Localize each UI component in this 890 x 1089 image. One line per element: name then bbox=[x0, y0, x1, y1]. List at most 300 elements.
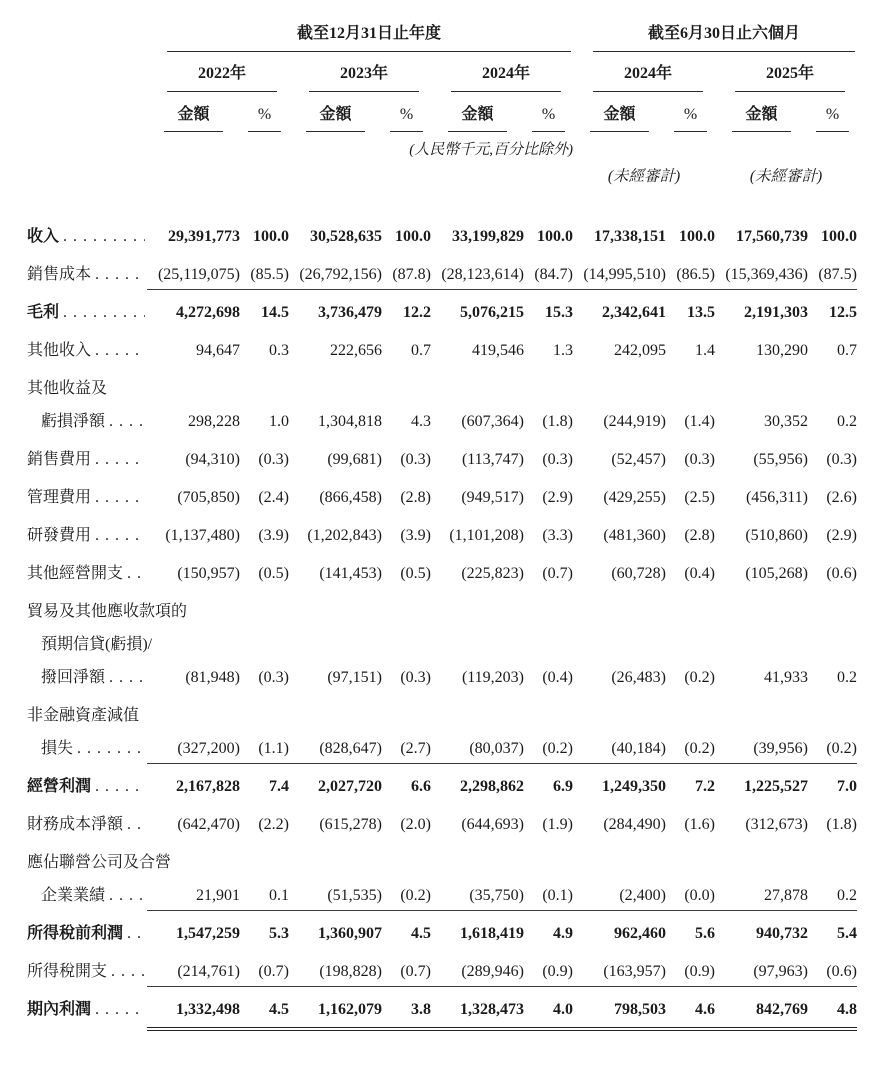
percent-cell: 13.5 bbox=[687, 304, 715, 321]
percent-cell: (3.9) bbox=[400, 527, 431, 544]
amount-cell: 27,878 bbox=[715, 886, 808, 911]
row-label: 研發費用 bbox=[27, 527, 92, 544]
row-label: 損失 bbox=[41, 740, 74, 757]
amount-cell: (1,137,480) bbox=[165, 527, 240, 544]
row-label: 所得稅前利潤 bbox=[27, 925, 124, 942]
dot-leader bbox=[109, 668, 145, 688]
percent-cell bbox=[382, 388, 431, 393]
amount-cell: (644,693) bbox=[461, 816, 524, 833]
percent-cell: 5.3 bbox=[269, 925, 289, 942]
dot-leader bbox=[109, 886, 145, 906]
amount-cell: 130,290 bbox=[756, 342, 808, 359]
year-label-2024-interim: 2024年 bbox=[593, 64, 703, 92]
percent-cell: 7.4 bbox=[269, 778, 289, 795]
percent-cell: 0.7 bbox=[411, 342, 431, 359]
percent-cell: (1.1) bbox=[240, 739, 289, 764]
percent-cell: (87.8) bbox=[382, 265, 431, 290]
amount-cell bbox=[289, 388, 382, 393]
amount-cell: 17,338,151 bbox=[594, 228, 666, 245]
amount-cell: 222,656 bbox=[330, 342, 382, 359]
percent-cell: (0.7) bbox=[382, 962, 431, 987]
unaudited-label: (未經審計) bbox=[607, 168, 681, 185]
percent-cell bbox=[240, 611, 289, 616]
percent-cell: (0.0) bbox=[666, 886, 715, 911]
amount-cell: 2,167,828 bbox=[176, 778, 240, 795]
percent-cell: (0.3) bbox=[258, 451, 289, 468]
amount-cell: (456,311) bbox=[745, 489, 808, 506]
table-body bbox=[27, 227, 890, 1031]
percent-cell: (0.1) bbox=[524, 886, 573, 911]
table-row bbox=[27, 886, 890, 911]
percent-cell: (2.8) bbox=[684, 527, 715, 544]
amount-cell: (214,761) bbox=[147, 962, 240, 987]
dot-leader bbox=[127, 564, 145, 584]
year-label-2022: 2022年 bbox=[167, 64, 277, 92]
amount-cell bbox=[431, 644, 524, 649]
amount-cell: 842,769 bbox=[715, 1000, 808, 1031]
amount-cell: 1,547,259 bbox=[176, 925, 240, 942]
row-label: 銷售費用 bbox=[27, 451, 92, 468]
table-row bbox=[27, 412, 890, 437]
percent-cell: 5.6 bbox=[695, 925, 715, 942]
row-label: 貿易及其他應收款項的 bbox=[27, 603, 188, 620]
percent-cell: 0.3 bbox=[269, 342, 289, 359]
table-row bbox=[27, 853, 890, 873]
amount-cell: (113,747) bbox=[461, 451, 524, 468]
percent-cell: 6.6 bbox=[411, 778, 431, 795]
percent-cell: (0.7) bbox=[240, 962, 289, 987]
percent-cell: (0.2) bbox=[666, 739, 715, 764]
amount-cell: 30,352 bbox=[764, 413, 808, 430]
amount-cell bbox=[715, 715, 808, 720]
amount-header: 金額 bbox=[164, 105, 222, 132]
percent-cell: (0.5) bbox=[400, 565, 431, 582]
table-row bbox=[27, 1000, 890, 1031]
percent-cell: (1.4) bbox=[684, 413, 715, 430]
amount-cell bbox=[431, 611, 524, 616]
table-row bbox=[27, 450, 890, 475]
percent-cell bbox=[524, 611, 573, 616]
amount-cell: (97,963) bbox=[715, 962, 808, 987]
table-row bbox=[27, 668, 890, 693]
amount-cell: 242,095 bbox=[614, 342, 666, 359]
amount-cell: (615,278) bbox=[319, 816, 382, 833]
row-label: 管理費用 bbox=[27, 489, 92, 506]
percent-cell bbox=[240, 715, 289, 720]
amount-cell: (35,750) bbox=[431, 886, 524, 911]
row-label: 收入 bbox=[27, 228, 60, 245]
table-row bbox=[27, 379, 890, 399]
table-row bbox=[27, 777, 890, 802]
percent-cell bbox=[666, 644, 715, 649]
amount-cell: (2,400) bbox=[573, 886, 666, 911]
dot-leader bbox=[127, 815, 145, 835]
table-row bbox=[27, 564, 890, 589]
amount-cell bbox=[289, 715, 382, 720]
amount-cell bbox=[715, 862, 808, 867]
percent-cell bbox=[524, 862, 573, 867]
amount-cell: (949,517) bbox=[461, 489, 524, 506]
amount-cell: (510,860) bbox=[745, 527, 808, 544]
amount-cell: (1,202,843) bbox=[307, 527, 382, 544]
year-label-2024: 2024年 bbox=[451, 64, 561, 92]
amount-cell bbox=[573, 611, 666, 616]
row-label: 其他收益及 bbox=[27, 380, 108, 397]
amount-cell: (81,948) bbox=[185, 669, 240, 686]
amount-cell: (1,101,208) bbox=[449, 527, 524, 544]
percent-cell: 6.9 bbox=[553, 778, 573, 795]
table-row bbox=[27, 635, 890, 655]
percent-cell bbox=[382, 715, 431, 720]
percent-cell: 7.2 bbox=[695, 778, 715, 795]
percent-cell: 12.5 bbox=[829, 304, 857, 321]
percent-cell: (2.4) bbox=[258, 489, 289, 506]
table-row bbox=[27, 303, 890, 328]
percent-cell: (2.9) bbox=[542, 489, 573, 506]
amount-cell: (607,364) bbox=[461, 413, 524, 430]
row-label: 期內利潤 bbox=[27, 1001, 92, 1018]
percent-cell bbox=[808, 715, 857, 720]
percent-cell: (87.5) bbox=[808, 265, 857, 290]
percent-cell: 4.5 bbox=[240, 1000, 289, 1031]
percent-cell: 100.0 bbox=[679, 228, 715, 245]
percent-cell: (0.4) bbox=[542, 669, 573, 686]
percent-cell: (3.9) bbox=[258, 527, 289, 544]
period-group-header bbox=[27, 24, 890, 52]
dot-leader bbox=[111, 962, 145, 982]
amount-cell: 21,901 bbox=[147, 886, 240, 911]
percent-cell: (86.5) bbox=[666, 265, 715, 290]
percent-cell: 1.3 bbox=[553, 342, 573, 359]
amount-cell: 2,298,862 bbox=[460, 778, 524, 795]
row-label: 其他經營開支 bbox=[27, 565, 124, 582]
amount-cell: 94,647 bbox=[196, 342, 240, 359]
percent-cell: (0.7) bbox=[542, 565, 573, 582]
amount-cell: (828,647) bbox=[289, 739, 382, 764]
percent-cell: (0.2) bbox=[382, 886, 431, 911]
percent-cell: 5.4 bbox=[837, 925, 857, 942]
percent-cell bbox=[524, 715, 573, 720]
row-label: 其他收入 bbox=[27, 342, 92, 359]
amount-cell: 1,328,473 bbox=[431, 1000, 524, 1031]
percent-cell: (0.6) bbox=[826, 565, 857, 582]
row-label: 銷售成本 bbox=[27, 266, 92, 283]
amount-cell: 962,460 bbox=[614, 925, 666, 942]
percent-cell: 0.7 bbox=[837, 342, 857, 359]
amount-cell: 33,199,829 bbox=[452, 228, 524, 245]
amount-cell: 1,304,818 bbox=[318, 413, 382, 430]
percent-cell: (2.8) bbox=[400, 489, 431, 506]
percent-cell bbox=[382, 862, 431, 867]
amount-cell: (94,310) bbox=[185, 451, 240, 468]
amount-cell: (225,823) bbox=[461, 565, 524, 582]
amount-cell: (14,995,510) bbox=[573, 265, 666, 290]
percent-cell: 4.6 bbox=[666, 1000, 715, 1031]
amount-cell bbox=[573, 388, 666, 393]
amount-cell: (52,457) bbox=[611, 451, 666, 468]
amount-cell: 41,933 bbox=[764, 669, 808, 686]
amount-cell: (80,037) bbox=[431, 739, 524, 764]
percent-cell: 1.0 bbox=[269, 413, 289, 430]
amount-cell: (99,681) bbox=[327, 451, 382, 468]
year-label-2025-interim: 2025年 bbox=[735, 64, 845, 92]
percent-cell: 15.3 bbox=[545, 304, 573, 321]
percent-header: % bbox=[390, 105, 423, 132]
amount-cell: (198,828) bbox=[289, 962, 382, 987]
amount-cell bbox=[573, 644, 666, 649]
row-label: 企業業績 bbox=[41, 887, 106, 904]
percent-cell: (0.2) bbox=[808, 739, 857, 764]
amount-cell: 1,618,419 bbox=[460, 925, 524, 942]
dot-leader bbox=[95, 341, 145, 361]
amount-cell: 29,391,773 bbox=[168, 228, 240, 245]
dot-leader bbox=[95, 488, 145, 508]
percent-cell: (0.2) bbox=[524, 739, 573, 764]
amount-cell bbox=[147, 644, 240, 649]
percent-cell: (0.3) bbox=[400, 669, 431, 686]
amount-cell: (97,151) bbox=[327, 669, 382, 686]
percent-cell: 7.0 bbox=[837, 778, 857, 795]
percent-cell: (2.9) bbox=[826, 527, 857, 544]
amount-cell bbox=[289, 862, 382, 867]
amount-cell: (284,490) bbox=[603, 816, 666, 833]
dot-leader bbox=[127, 924, 145, 944]
percent-header: % bbox=[816, 105, 849, 132]
amount-cell: 1,225,527 bbox=[744, 778, 808, 795]
amount-cell bbox=[289, 644, 382, 649]
percent-cell: (2.2) bbox=[258, 816, 289, 833]
amount-header: 金額 bbox=[306, 105, 364, 132]
amount-cell: (866,458) bbox=[319, 489, 382, 506]
amount-header: 金額 bbox=[448, 105, 506, 132]
percent-cell: (0.4) bbox=[684, 565, 715, 582]
dot-leader bbox=[63, 303, 145, 323]
amount-cell: 419,546 bbox=[472, 342, 524, 359]
amount-cell: 30,528,635 bbox=[310, 228, 382, 245]
percent-header: % bbox=[674, 105, 707, 132]
percent-cell: 4.5 bbox=[411, 925, 431, 942]
table-row bbox=[27, 815, 890, 840]
amount-cell: 3,736,479 bbox=[318, 304, 382, 321]
amount-cell: 5,076,215 bbox=[460, 304, 524, 321]
amount-cell: 2,191,303 bbox=[744, 304, 808, 321]
table-row bbox=[27, 962, 890, 987]
row-label: 所得稅開支 bbox=[27, 963, 108, 980]
year-header-row bbox=[27, 64, 890, 92]
row-label: 經營利潤 bbox=[27, 778, 92, 795]
amount-cell: (28,123,614) bbox=[431, 265, 524, 290]
percent-cell: (1.8) bbox=[542, 413, 573, 430]
amount-cell: (150,957) bbox=[177, 565, 240, 582]
amount-cell: (312,673) bbox=[745, 816, 808, 833]
amount-cell: (39,956) bbox=[715, 739, 808, 764]
amount-cell bbox=[147, 862, 240, 867]
percent-cell: 0.1 bbox=[240, 886, 289, 911]
percent-cell bbox=[524, 644, 573, 649]
amount-cell: (25,119,075) bbox=[147, 265, 240, 290]
amount-cell: (51,535) bbox=[289, 886, 382, 911]
percent-cell: 4.8 bbox=[808, 1000, 857, 1031]
amount-cell: (163,957) bbox=[573, 962, 666, 987]
amount-cell: 1,162,079 bbox=[289, 1000, 382, 1031]
period-group-annual: 截至12月31日止年度 bbox=[167, 24, 571, 52]
dot-leader bbox=[95, 265, 145, 285]
amount-cell bbox=[573, 715, 666, 720]
percent-cell bbox=[808, 862, 857, 867]
dot-leader bbox=[109, 412, 145, 432]
row-label: 應佔聯營公司及合營 bbox=[27, 854, 172, 871]
row-label: 財務成本淨額 bbox=[27, 816, 124, 833]
table-row bbox=[27, 526, 890, 551]
percent-cell: (84.7) bbox=[524, 265, 573, 290]
amount-cell: 2,027,720 bbox=[318, 778, 382, 795]
percent-cell: (0.3) bbox=[258, 669, 289, 686]
percent-cell: 4.0 bbox=[524, 1000, 573, 1031]
amount-cell bbox=[715, 611, 808, 616]
row-label: 虧損淨額 bbox=[41, 413, 106, 430]
percent-cell: (3.3) bbox=[542, 527, 573, 544]
percent-cell: (0.5) bbox=[258, 565, 289, 582]
unaudited-label: (未經審計) bbox=[749, 168, 823, 185]
percent-cell bbox=[808, 388, 857, 393]
amount-cell: (26,792,156) bbox=[289, 265, 382, 290]
amount-cell: (327,200) bbox=[147, 739, 240, 764]
amount-cell bbox=[147, 388, 240, 393]
percent-cell: 12.2 bbox=[403, 304, 431, 321]
table-row bbox=[27, 488, 890, 513]
amount-cell: 940,732 bbox=[756, 925, 808, 942]
dot-leader bbox=[63, 227, 145, 247]
amount-cell bbox=[289, 611, 382, 616]
dot-leader bbox=[95, 777, 145, 797]
year-label-2023: 2023年 bbox=[309, 64, 419, 92]
amount-cell bbox=[573, 862, 666, 867]
percent-cell: (2.5) bbox=[684, 489, 715, 506]
percent-cell bbox=[382, 611, 431, 616]
percent-cell: 100.0 bbox=[253, 228, 289, 245]
percent-cell: 3.8 bbox=[382, 1000, 431, 1031]
row-label: 非金融資產減值 bbox=[27, 707, 140, 724]
amount-cell: (119,203) bbox=[461, 669, 524, 686]
percent-cell: (2.6) bbox=[826, 489, 857, 506]
percent-cell bbox=[382, 644, 431, 649]
percent-cell: (0.2) bbox=[684, 669, 715, 686]
dot-leader bbox=[95, 526, 145, 546]
amount-header: 金額 bbox=[590, 105, 648, 132]
amount-cell: (705,850) bbox=[177, 489, 240, 506]
amount-cell: (40,184) bbox=[573, 739, 666, 764]
amount-cell: 17,560,739 bbox=[736, 228, 808, 245]
amount-cell: (244,919) bbox=[603, 413, 666, 430]
percent-cell: (1.9) bbox=[542, 816, 573, 833]
amount-cell: (55,956) bbox=[753, 451, 808, 468]
table-row bbox=[27, 739, 890, 764]
currency-note: (人民幣千元,百分比除外) bbox=[409, 142, 573, 158]
amount-cell bbox=[431, 862, 524, 867]
currency-note-row bbox=[27, 140, 890, 160]
percent-cell: (1.6) bbox=[684, 816, 715, 833]
unaudited-row bbox=[27, 167, 890, 187]
row-label: 預期信貸(虧損)/ bbox=[41, 636, 153, 653]
row-label: 毛利 bbox=[27, 304, 60, 321]
percent-cell bbox=[808, 644, 857, 649]
amount-cell: (26,483) bbox=[611, 669, 666, 686]
amount-cell: (642,470) bbox=[177, 816, 240, 833]
percent-cell: (0.9) bbox=[666, 962, 715, 987]
amount-cell: 1,249,350 bbox=[602, 778, 666, 795]
amount-cell: (429,255) bbox=[603, 489, 666, 506]
percent-cell: 100.0 bbox=[537, 228, 573, 245]
percent-cell bbox=[666, 611, 715, 616]
amount-header: 金額 bbox=[732, 105, 790, 132]
table-row bbox=[27, 924, 890, 949]
amount-cell: 1,332,498 bbox=[147, 1000, 240, 1031]
amount-cell: 298,228 bbox=[188, 413, 240, 430]
percent-cell: 0.2 bbox=[837, 669, 857, 686]
percent-cell bbox=[666, 862, 715, 867]
table-row bbox=[27, 602, 890, 622]
amount-cell: (141,453) bbox=[319, 565, 382, 582]
percent-header: % bbox=[532, 105, 565, 132]
amount-cell bbox=[147, 611, 240, 616]
amount-cell: (105,268) bbox=[745, 565, 808, 582]
subheader-row bbox=[27, 105, 890, 132]
percent-cell: (0.3) bbox=[400, 451, 431, 468]
row-label: 撥回淨額 bbox=[41, 669, 106, 686]
percent-cell: 100.0 bbox=[395, 228, 431, 245]
percent-cell bbox=[808, 611, 857, 616]
percent-cell: 14.5 bbox=[261, 304, 289, 321]
percent-cell: (2.0) bbox=[400, 816, 431, 833]
percent-cell: (0.9) bbox=[524, 962, 573, 987]
percent-cell: (1.8) bbox=[826, 816, 857, 833]
amount-cell: 1,360,907 bbox=[318, 925, 382, 942]
percent-cell: 0.2 bbox=[837, 413, 857, 430]
percent-cell bbox=[240, 388, 289, 393]
percent-cell: 4.9 bbox=[553, 925, 573, 942]
percent-cell: (0.3) bbox=[826, 451, 857, 468]
percent-cell: (0.6) bbox=[808, 962, 857, 987]
amount-cell: (481,360) bbox=[603, 527, 666, 544]
table-row bbox=[27, 706, 890, 726]
period-group-interim: 截至6月30日止六個月 bbox=[593, 24, 855, 52]
dot-leader bbox=[77, 739, 145, 759]
amount-cell: (289,946) bbox=[431, 962, 524, 987]
dot-leader bbox=[95, 1000, 145, 1020]
percent-cell bbox=[240, 862, 289, 867]
amount-cell bbox=[715, 644, 808, 649]
amount-cell bbox=[715, 388, 808, 393]
percent-cell bbox=[524, 388, 573, 393]
percent-cell bbox=[666, 388, 715, 393]
amount-cell: 2,342,641 bbox=[602, 304, 666, 321]
amount-cell bbox=[431, 388, 524, 393]
percent-cell bbox=[240, 644, 289, 649]
percent-cell: (2.7) bbox=[382, 739, 431, 764]
table-row bbox=[27, 265, 890, 290]
percent-header: % bbox=[248, 105, 281, 132]
percent-cell bbox=[666, 715, 715, 720]
percent-cell: 0.2 bbox=[808, 886, 857, 911]
amount-cell bbox=[147, 715, 240, 720]
percent-cell: 100.0 bbox=[821, 228, 857, 245]
table-row bbox=[27, 227, 890, 252]
table-row bbox=[27, 341, 890, 366]
percent-cell: (85.5) bbox=[240, 265, 289, 290]
percent-cell: (0.3) bbox=[542, 451, 573, 468]
amount-cell: (60,728) bbox=[611, 565, 666, 582]
percent-cell: 1.4 bbox=[695, 342, 715, 359]
